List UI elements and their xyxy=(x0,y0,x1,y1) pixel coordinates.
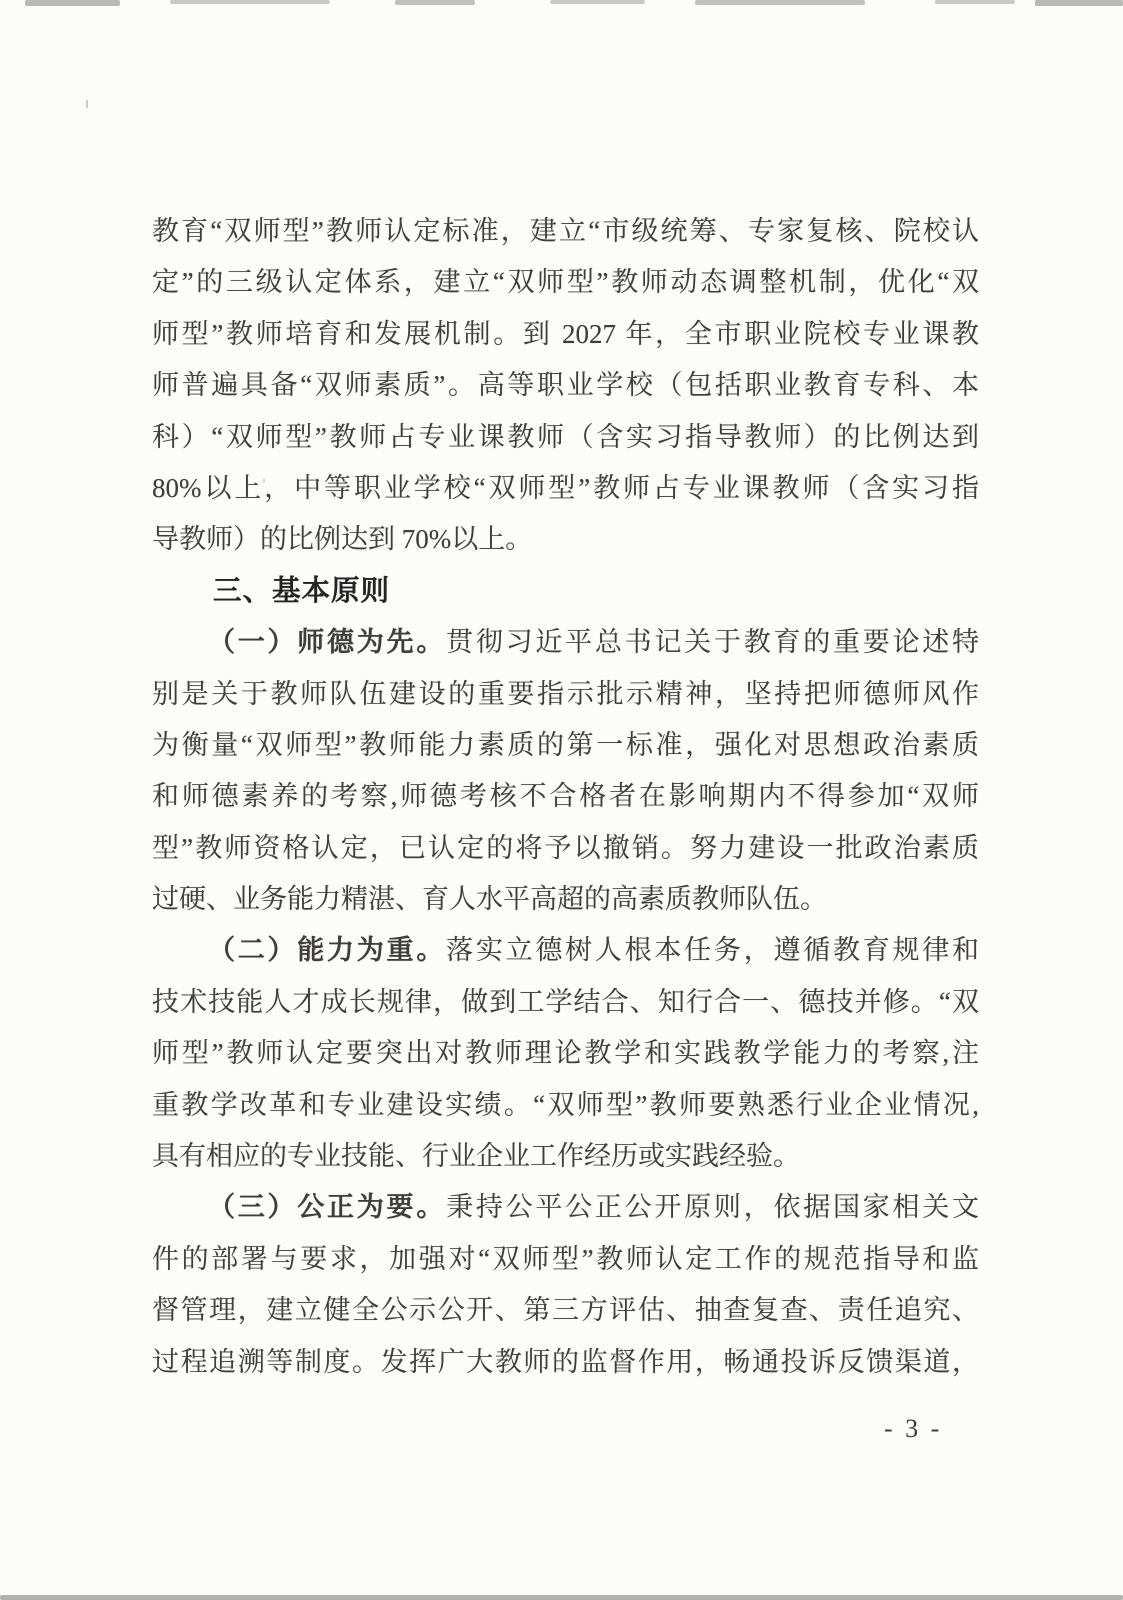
text-line: 80%以上，中等职业学校“双师型”教师占专业课教师（含实习指 xyxy=(152,472,979,503)
text-line: 督管理，建立健全公示公开、第三方评估、抽查复查、责任追究、 xyxy=(152,1295,979,1326)
paragraph-lead-line xyxy=(152,925,979,976)
section-heading: 三、基本原则 xyxy=(213,574,391,607)
paragraph-lead-line xyxy=(152,617,979,668)
text-span: 落实立德树人根本任务，遵循教育规律和 xyxy=(446,935,979,966)
text-line: 型”教师资格认定，已认定的将予以撤销。努力建设一批政治素质 xyxy=(152,832,979,863)
paragraph-leadin: （二）能力为重。 xyxy=(208,935,447,966)
scan-smudge xyxy=(170,0,330,4)
text-span: 贯彻习近平总书记关于教育的重要论述特 xyxy=(446,627,979,658)
text-line: 件的部署与要求，加强对“双师型”教师认定工作的规范指导和监 xyxy=(152,1243,979,1274)
paragraph-leadin: （一）师德为先。 xyxy=(208,627,447,658)
text-line: 具有相应的专业技能、行业企业工作经历或实践经验。 xyxy=(152,1141,800,1172)
text-line: 师普遍具备“双师素质”。高等职业学校（包括职业教育专科、本 xyxy=(152,370,979,401)
text-line: 为衡量“双师型”教师能力素质的第一标准，强化对思想政治素质 xyxy=(152,729,979,760)
scan-smudge xyxy=(550,0,645,4)
text-line: 教育“双师型”教师认定标准，建立“市级统筹、专家复核、院校认 xyxy=(152,216,979,246)
page-number: - 3 - xyxy=(884,1414,943,1443)
scan-smudge xyxy=(25,0,120,6)
paragraph-leadin: （三）公正为要。 xyxy=(208,1192,447,1223)
document-body xyxy=(152,206,979,1388)
text-line: 定”的三级认定体系，建立“双师型”教师动态调整机制，优化“双 xyxy=(152,267,979,298)
scan-smudge xyxy=(395,0,475,5)
text-line: 科）“双师型”教师占专业课教师（含实习指导教师）的比例达到 xyxy=(152,421,979,452)
text-line: 师型”教师认定要突出对教师理论教学和实践教学能力的考察,注 xyxy=(152,1038,979,1069)
text-span: 秉持公平公正公开原则，依据国家相关文 xyxy=(446,1192,979,1223)
scan-speck xyxy=(86,100,88,108)
text-line: 别是关于教师队伍建设的重要指示批示精神，坚持把师德师风作 xyxy=(152,678,979,709)
text-line: 导教师）的比例达到 70%以上。 xyxy=(152,524,533,555)
scan-smudge xyxy=(695,0,865,5)
text-line: 过程追溯等制度。发挥广大教师的监督作用，畅通投诉反馈渠道， xyxy=(152,1346,979,1377)
scan-smudge xyxy=(1035,0,1123,6)
text-line: 师型”教师培育和发展机制。到 2027 年，全市职业院校专业课教 xyxy=(152,318,979,349)
text-line: 和师德素养的考察,师德考核不合格者在影响期内不得参加“双师 xyxy=(152,781,979,812)
scan-smudge xyxy=(935,0,1015,4)
text-line: 重教学改革和专业建设实绩。“双师型”教师要熟悉行业企业情况, xyxy=(152,1089,979,1120)
paragraph-lead-line xyxy=(152,1182,979,1233)
text-line: 过硬、业务能力精湛、育人水平高超的高素质教师队伍。 xyxy=(152,884,827,915)
text-line: 技术技能人才成长规律，做到工学结合、知行合一、德技并修。“双 xyxy=(152,986,979,1017)
scan-smudge xyxy=(0,1595,1123,1600)
